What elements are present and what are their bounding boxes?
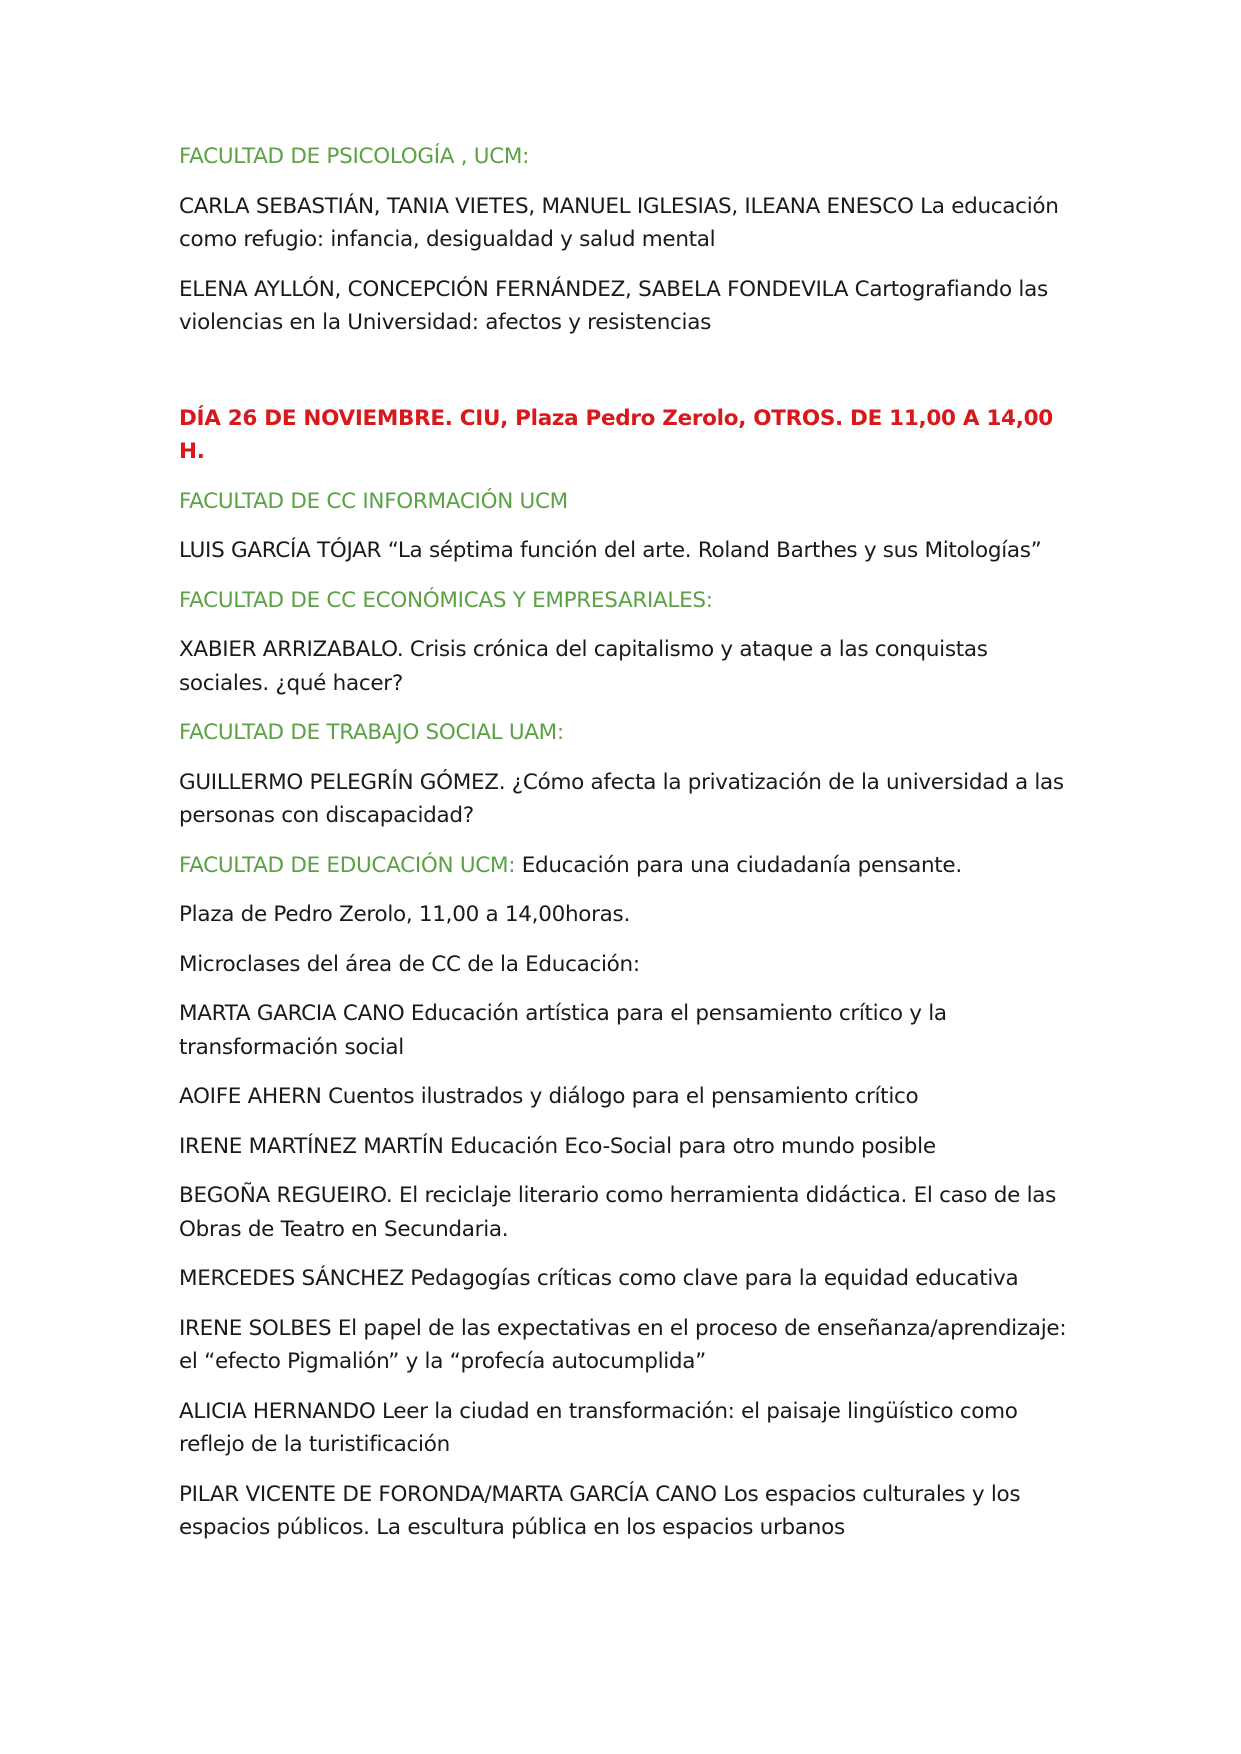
entry-garcia-cano: MARTA GARCIA CANO Educación artística para el pensamiento crítico y la transformación social [179, 1001, 947, 1060]
section-heading-informacion: FACULTAD DE CC INFORMACIÓN UCM [179, 488, 568, 514]
entry-hernando: ALICIA HERNANDO Leer la ciudad en transformación: el paisaje lingüístico como reflejo de la turistificación [179, 1398, 1018, 1457]
educacion-place: Plaza de Pedro Zerolo, 11,00 a 14,00horas. [179, 902, 630, 927]
section-heading-psicologia: FACULTAD DE PSICOLOGÍA , UCM: [179, 144, 530, 169]
section-heading-economicas: FACULTAD DE CC ECONÓMICAS Y EMPRESARIALES: [179, 587, 713, 613]
entry-martinez: IRENE MARTÍNEZ MARTÍN Educación Eco-Social para otro mundo posible [179, 1133, 936, 1159]
microclases-intro: Microclases del área de CC de la Educación: [179, 951, 640, 977]
entry-sanchez: MERCEDES SÁNCHEZ Pedagogías críticas como clave para la equidad educativa [179, 1266, 1019, 1291]
section-heading-educacion: FACULTAD DE EDUCACIÓN UCM: [179, 852, 516, 878]
entry-vicente: PILAR VICENTE DE FORONDA/MARTA GARCÍA CANO Los espacios culturales y los espacios públicos. La escultura pública en los espacios urbanos [179, 1481, 1021, 1540]
entry-pelegrin: GUILLERMO PELEGRÍN GÓMEZ. ¿Cómo afecta la privatización de la universidad a las personas con discapacidad? [179, 769, 1064, 828]
entry-solbes: IRENE SOLBES El papel de las expectativas en el proceso de enseñanza/aprendizaje: el “efecto Pigmalión” y la “profecía autocumplida” [179, 1315, 1067, 1374]
document-page [179, 146, 1079, 1561]
educacion-title: Educación para una ciudadanía pensante. [515, 852, 962, 878]
entry-aylon: ELENA AYLLÓN, CONCEPCIÓN FERNÁNDEZ, SABELA FONDEVILA Cartografiando las violencias en la Universidad: afectos y resistencias [179, 276, 1048, 335]
entry-ahern: AOIFE AHERN Cuentos ilustrados y diálogo para el pensamiento crítico [179, 1084, 919, 1109]
entry-arrizabalo: XABIER ARRIZABALO. Crisis crónica del capitalismo y ataque a las conquistas sociales. ¿qué hacer? [179, 637, 988, 696]
entry-regueiro: BEGOÑA REGUEIRO. El reciclaje literario como herramienta didáctica. El caso de las Obras de Teatro en Secundaria. [179, 1183, 1057, 1242]
day-heading: DÍA 26 DE NOVIEMBRE. CIU, Plaza Pedro Zerolo, OTROS. DE 11,00 A 14,00 H. [179, 405, 1053, 464]
entry-sebastian: CARLA SEBASTIÁN, TANIA VIETES, MANUEL IGLESIAS, ILEANA ENESCO La educación como refugio: infancia, desigualdad y salud mental [179, 193, 1059, 252]
section-heading-trabajo-social: FACULTAD DE TRABAJO SOCIAL UAM: [179, 720, 564, 745]
entry-garcia-tojar: LUIS GARCÍA TÓJAR “La séptima función del arte. Roland Barthes y sus Mitologías” [179, 538, 1042, 563]
educacion-line [179, 849, 1079, 883]
